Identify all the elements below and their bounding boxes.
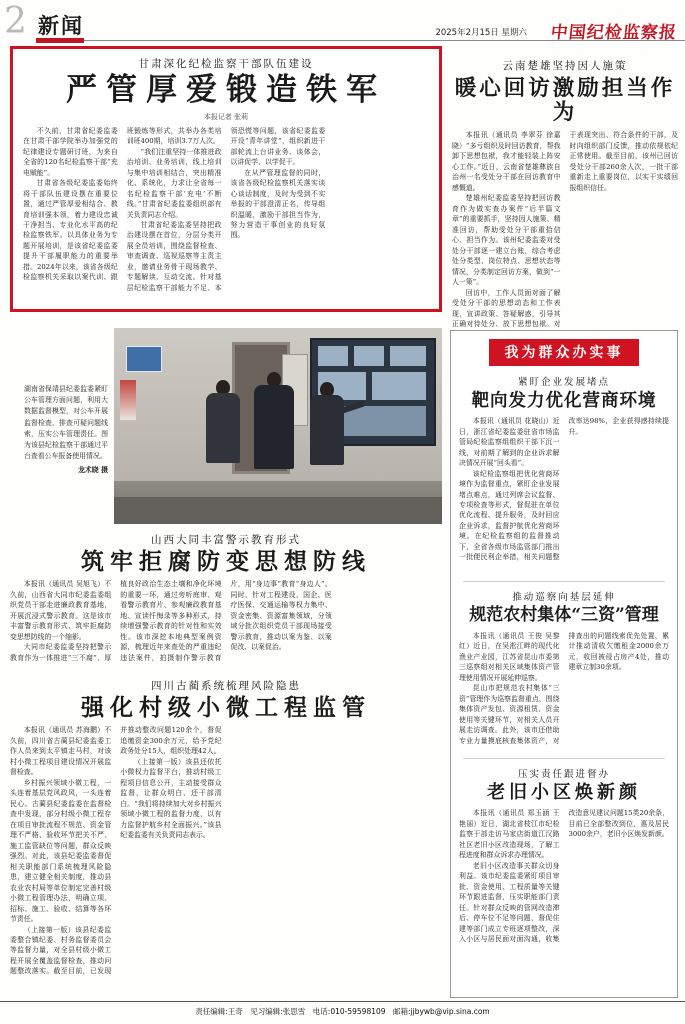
sichuan-paragraph: （上接第一版）该县还依托小微权力监督平台，推动村级工程项目信息公开，主动接受群众监督，让群众明白、还干部清白。“我们将持续加大对乡村振兴领域小微工程的监督力度，以有力监督护航乡村全面振兴。”该县纪委监委有关负责同志表示。 — [120, 757, 222, 840]
article-sichuan — [10, 678, 442, 992]
footer-rule — [0, 1001, 685, 1002]
sidebar-column — [450, 330, 678, 998]
community-headline: 老旧小区焕新颜 — [487, 781, 641, 803]
photo-block — [10, 328, 442, 524]
rural-paragraph: 本报讯（通讯员 王俊 吴黎红）近日，在吴淞江畔的现代化渔业产业园，江苏省昆山市委第三巡察组对相关区域集体资产管理使用情况开展延伸巡察。 — [459, 631, 560, 682]
lead-paragraph: 甘肃省各级纪委监委始终将干部队伍建设摆在重要位置，通过严管厚爱相结合、教育培训强本领，着力建设忠诚干净担当、专业化水平高的纪检监察铁军。以具体业务为专题开展培训，是该省纪委监委提升干部履职能力的重要举措。2024年以来，该省各级纪检监察机关采取以案代训、跟班锻炼等形式，共举办各类培训班400期，培训3.7万人次。 — [23, 126, 222, 282]
sichuan-kicker: 四川古蔺系统梳理风险隐患 — [151, 680, 301, 692]
monitor-cell — [318, 346, 348, 366]
shanxi-paragraph: 本报讯（通讯员 吴旭飞）不久前，山西省大同市纪委监委组织党员干部走进廉政教育基地，开展沉浸式警示教育。这是该市丰富警示教育形式、筑牢拒腐防变思想防线的一个缩影。 — [10, 580, 112, 641]
yunnan-paragraph: 楚雄州纪委监委坚持把回访教育作为做实查办案件“后半篇文章”的重要抓手，坚持因人施策、精准回访，帮助受处分干部重拾信心、担当作为。该州纪委监委对受处分干部逐一建立台账，综合考虑处分类型、岗位特点、思想状态等情况，分类制定回访方案，做到“一人一策”。 — [452, 194, 561, 287]
section-title: 新闻 — [38, 13, 84, 38]
sichuan-paragraph: 本报讯（通讯员 苏海鹏）不久前，四川省古蔺县纪委监委工作人员来到太平镇走马村，对该村小微工程项目建设情况开展监督检查。 — [10, 726, 112, 777]
community-body — [459, 808, 669, 950]
yunnan-body — [452, 130, 678, 338]
issue-date: 2025年2月15日 星期六 — [435, 28, 527, 38]
person-body — [310, 395, 344, 465]
lead-headline: 严管厚爱锻造铁军 — [66, 72, 386, 108]
lead-paragraph: 不久前，甘肃省纪委监委在甘肃干部学院举办加强党的纪律建设专题研讨班，为来自全省的120名纪检监察干部“充电赋能”。 — [23, 126, 118, 177]
monitor-cell — [354, 346, 384, 366]
sidebar-banner: 我为群众办实事 — [489, 339, 639, 366]
yunnan-paragraph: 本报讯（通讯员 李翠芬 徐嘉晓）“多亏组织及时回访教育，帮我卸下思想包袱，我才能轻装上阵安心工作。”近日，云南省楚雄彝族自治州一名受处分干部在回访教育中感慨道。 — [452, 131, 561, 192]
article-shanxi — [10, 532, 442, 672]
sichuan-headline: 强化村级小微工程监管 — [81, 694, 371, 721]
shanxi-headline: 筑牢拒腐防变思想防线 — [81, 548, 371, 575]
business-headline: 靶向发力优化营商环境 — [471, 391, 657, 411]
sidebar-article-community — [459, 766, 669, 951]
shanxi-kicker: 山西大同丰富警示教育形式 — [151, 534, 301, 546]
sichuan-paragraph: （上接第一版）该县纪委监委整合镇纪委、村务监督委员会等监督力量，对全县村级小微工程开展全覆盖监督检查，推动问题整改落实。截至目前，已发现并推动整改问题120余个，督促追缴资金300余万元，给予党纪政务处分15人，组织处理42人。 — [10, 726, 222, 976]
rural-headline: 规范农村集体“三资”管理 — [469, 605, 659, 626]
community-paragraph: 老旧小区改造事关群众切身利益。该市纪委监委紧盯项目审批、资金使用、工程质量等关键环节跟进监督，压实职能部门责任。针对群众反映的管网改造滞后、停车位不足等问题，督促住建等部门成立专班逐项整改，深入小区与居民面对面沟通，收集改造意见建议问题15类20余条，目前已全部整改到位，惠及居民3000余户，老旧小区焕发新颜。 — [459, 809, 669, 944]
sidebar-divider — [463, 758, 665, 759]
page-header — [0, 1, 685, 44]
photo-credit: 龙术晓 摄 — [78, 466, 108, 475]
lead-body — [23, 126, 429, 294]
lead-kicker: 甘肃深化纪检监察干部队伍建设 — [138, 58, 314, 70]
business-body — [459, 416, 669, 574]
person-figure — [206, 380, 240, 463]
shanxi-paragraph: 大同市纪委监委坚持把警示教育作为一体推进“三不腐”、厚植良好政治生态土壤和净化环境的重要一环，通过旁听庭审、观看警示教育片、参观廉政教育基地、宣读忏悔录等多种形式，持续增强警示教育的针对性和实效性。该市深挖本地典型案例资源，梳理近年来查处的严重违纪违法案件，拍摄制作警示教育片，用“身边事”教育“身边人”。同时，针对工程建设、国企、医疗医保、交通运输等权力集中、资金密集、资源富集领域，分领域分批次组织党员干部现场接受警示教育，推动以案为鉴、以案促改、以案促治。 — [10, 580, 332, 662]
yunnan-paragraph: 回访中，工作人员面对面了解受处分干部的思想动态和工作表现，宣讲政策、答疑解惑，引导其正确对待处分、放下思想包袱。对于表现突出、符合条件的干部，及时向组织部门反馈，推动依规依纪正常使用。截至目前，该州已回访受处分干部260余人次，一批干部重新走上重要岗位，以实干实绩回报组织信任。 — [452, 131, 678, 328]
photo-caption-text: 湖南省保靖县纪委监委紧盯公车管理方面问题，利用大数据监督模型，对公车开展监督检查，排查可疑问题线索，压实公车管理责任。图为该县纪检监察干部通过平台查看公车报备使用情况。 — [24, 385, 108, 461]
rural-kicker: 推动巡察向基层延伸 — [512, 592, 616, 604]
sichuan-body — [10, 725, 442, 981]
person-figure — [310, 382, 344, 465]
business-paragraph: 该纪检监察组把优化营商环境作为监督重点，紧盯企业发展堵点难点，通过列席会议监督、专项检查等形式，督促驻在单位优化流程、提升服务，及时回应企业诉求，监督护航优化营商环境。在纪检监察组的监督推动下，全省各级市场监管部门推出一批便民利企举措，相关问题整改率达98%，企业获得感持续提升。 — [459, 417, 669, 562]
shanxi-body — [10, 579, 442, 663]
rural-paragraph: 昆山市把规范农村集体“三资”管理作为巡察监督重点，围绕集体资产发包、资源租赁、资金使用等关键环节，对相关人员开展走访调查。此外，该市还借助专业力量摸底核查集体资产，对排查出的问题线索优先处置，累计推动清收欠缴租金2000余万元，收回被侵占房产4处，推动建章立制30余项。 — [459, 631, 669, 745]
photo-floor — [114, 497, 442, 524]
lead-byline: 本报记者 张莉 — [203, 112, 249, 121]
masthead-logo: 中国纪检监察报 — [549, 23, 678, 43]
section-red-bar — [36, 38, 84, 43]
photo-caption — [24, 384, 108, 477]
yunnan-headline: 暖心回访激励担当作为 — [454, 76, 676, 125]
business-kicker: 紧盯企业发展堵点 — [517, 377, 610, 388]
person-body — [254, 385, 294, 469]
page-number: 2 — [4, 1, 27, 42]
photo-blue-sign — [126, 346, 162, 372]
photo-red-poster — [120, 380, 136, 420]
article-yunnan — [452, 58, 678, 328]
news-photo — [114, 328, 442, 524]
sichuan-paragraph: 乡村振兴领域小微工程，一头连着基层党风政风，一头连着民心。古蔺县纪委监委在监督检查中发现，部分村级小微工程存在项目审批流程不规范、资金管理不严格、验收环节把关不严、施工监管缺位等问题，群众反映强烈。对此，该县纪委监委督促相关职能部门系统梳理风险隐患，建立健全相关制度，推动县农业农村局等单位制定完善村级小微工程管理办法，明确立项、招标、施工、验收、结算等各环节责任。 — [10, 778, 112, 924]
person-body — [206, 393, 240, 463]
business-paragraph: 本报讯（通讯员 花晓山）近日，浙江省纪委监委驻省市场监管局纪检监察组组织干部下沉一线，对前期了解到的企业诉求解决情况开展“回头看”。 — [459, 417, 560, 468]
sidebar-article-business — [459, 374, 669, 574]
person-figure — [254, 372, 294, 469]
rural-body — [459, 631, 669, 751]
community-kicker: 压实责任跟进督办 — [517, 768, 610, 780]
yunnan-kicker: 云南楚雄坚持因人施策 — [502, 60, 628, 72]
lead-paragraph: 甘肃省纪委监委坚持把政治建设摆在首位，分层分类开展全员培训，围绕监督检查、审查调查、巡视巡察等主责主业，邀请业务骨干现场教学、专题解读、互动交流。针对基层纪检监察干部能力不足、本领恐慌等问题，该省纪委监委开设“青年讲堂”，组织新进干部轮流上台讲业务、谈体会，以讲促学、以学促干。 — [126, 126, 326, 292]
footer-editors: 责任编辑:王奇 见习编辑:张思雪 电话:010-59598109 邮箱:jjbywb@vip.sina.com — [195, 1007, 490, 1016]
lead-article — [10, 46, 442, 312]
sidebar-article-rural — [459, 589, 669, 751]
monitor-cell — [390, 346, 426, 366]
sidebar-divider — [463, 581, 665, 582]
lead-paragraph: “我们注重坚持一体推进政治培训、业务培训，线上培训与集中培训相结合，突出精准化、系统化，力求让全省每一名纪检监察干部‘充电’不断线。”甘肃省纪委监委组织部有关负责同志介绍。 — [126, 147, 222, 219]
lead-paragraph: 在从严管理监督的同时，该省各级纪检监察机关落实谈心谈话制度，及时为受到不实举报的干部澄清正名，传导组织温暖，激励干部担当作为，努力营造干事创业的良好氛围。 — [230, 168, 326, 240]
monitor-cell — [372, 372, 426, 400]
community-paragraph: 本报讯（通讯员 郑玉涵 王艳丽）近日，湖北省枝江市纪检监察干部走访马家店街道江汉路社区老旧小区改造现场，了解工程进度和群众诉求办理情况。 — [459, 809, 560, 860]
